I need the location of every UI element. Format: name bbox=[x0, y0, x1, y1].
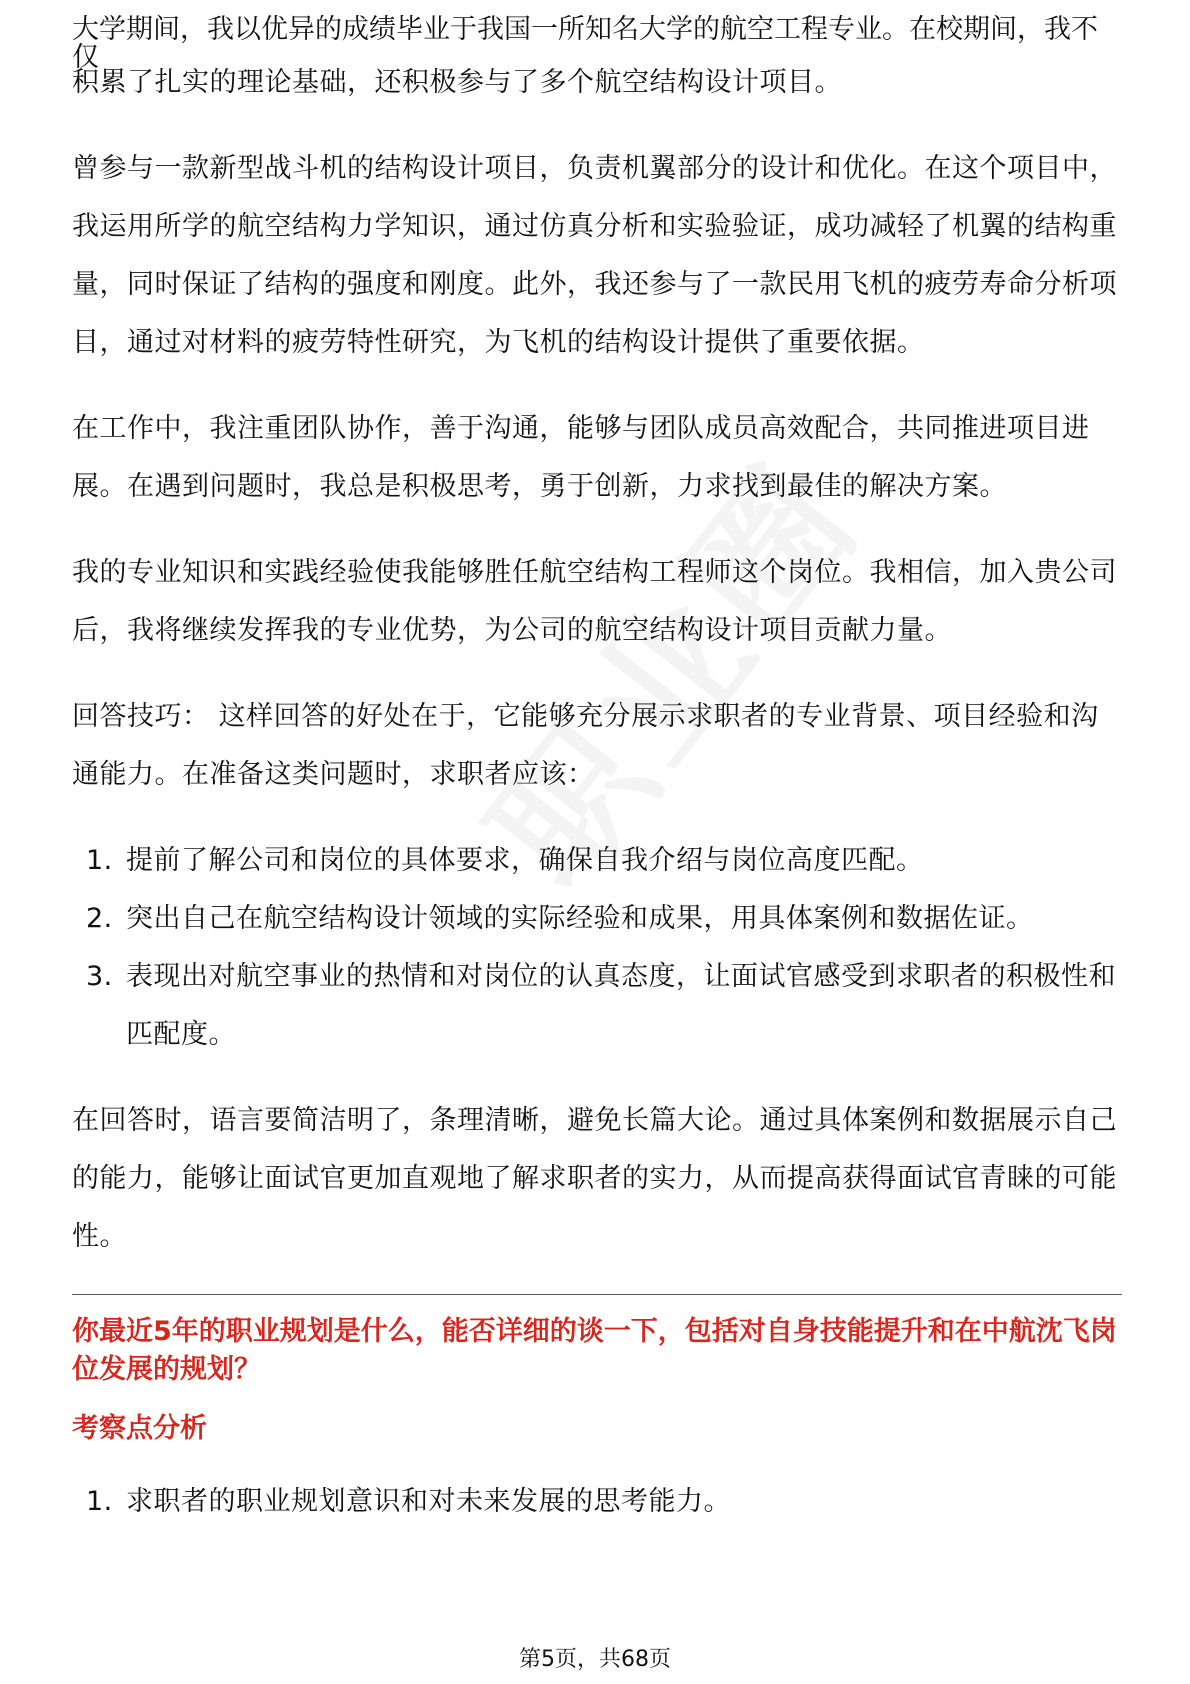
list-item-text: 表现出对航空事业的热情和对岗位的认真态度，让面试官感受到求职者的积极性和匹配度。 bbox=[126, 961, 1116, 1050]
list-item-text: 突出自己在航空结构设计领域的实际经验和成果，用具体案例和数据佐证。 bbox=[126, 903, 1034, 934]
analysis-heading: 考察点分析 bbox=[72, 1413, 207, 1444]
list-item-text: 提前了解公司和岗位的具体要求，确保自我介绍与岗位高度匹配。 bbox=[126, 845, 924, 876]
list-item-number: 2. bbox=[86, 903, 113, 934]
list-item-number: 1. bbox=[86, 1486, 113, 1517]
list-item bbox=[72, 1473, 1122, 1531]
tips-list bbox=[72, 832, 1122, 1064]
top-cut-line-text: 大学期间，我以优异的成绩毕业于我国一所知名大学的航空工程专业。在校期间，我不仅 bbox=[72, 14, 1098, 73]
paragraph-closing: 在回答时，语言要简洁明了，条理清晰，避免长篇大论。通过具体案例和数据展示自己的能力，能够让面试官更加直观地了解求职者的实力，从而提高获得面试官青睐的可能性。 bbox=[72, 1105, 1117, 1252]
paragraph-project-experience: 曾参与一款新型战斗机的结构设计项目，负责机翼部分的设计和优化。在这个项目中，我运用所学的航空结构力学知识，通过仿真分析和实验验证，成功减轻了机翼的结构重量，同时保证了结构的强度和刚度。此外，我还参与了一款民用飞机的疲劳寿命分析项目，通过对材料的疲劳特性研究，为飞机的结构设计提供了重要依据。 bbox=[72, 153, 1117, 358]
page-footer: 第5页，共68页 bbox=[519, 1647, 671, 1672]
list-item bbox=[72, 832, 1122, 890]
interview-question: 你最近5年的职业规划是什么，能否详细的谈一下，包括对自身技能提升和在中航沈飞岗位发展的规划？ bbox=[72, 1316, 1117, 1385]
paragraph-intro-end: 积累了扎实的理论基础，还积极参与了多个航空结构设计项目。 bbox=[72, 67, 842, 98]
top-cut-line bbox=[72, 14, 1122, 73]
list-item bbox=[72, 890, 1122, 948]
section-divider bbox=[72, 1294, 1122, 1295]
list-item-number: 1. bbox=[86, 845, 113, 876]
list-item-number: 3. bbox=[86, 961, 113, 992]
paragraph-qualification: 我的专业知识和实践经验使我能够胜任航空结构工程师这个岗位。我相信，加入贵公司后，我将继续发挥我的专业优势，为公司的航空结构设计项目贡献力量。 bbox=[72, 557, 1117, 646]
analysis-list bbox=[72, 1473, 1122, 1531]
paragraph-teamwork: 在工作中，我注重团队协作，善于沟通，能够与团队成员高效配合，共同推进项目进展。在遇到问题时，我总是积极思考，勇于创新，力求找到最佳的解决方案。 bbox=[72, 413, 1090, 502]
page-content bbox=[72, 14, 1122, 1559]
list-item bbox=[72, 948, 1122, 1064]
list-item-text: 求职者的职业规划意识和对未来发展的思考能力。 bbox=[126, 1486, 731, 1517]
paragraph-answer-tips: 回答技巧： 这样回答的好处在于，它能够充分展示求职者的专业背景、项目经验和沟通能力。在准备这类问题时，求职者应该： bbox=[72, 701, 1099, 790]
